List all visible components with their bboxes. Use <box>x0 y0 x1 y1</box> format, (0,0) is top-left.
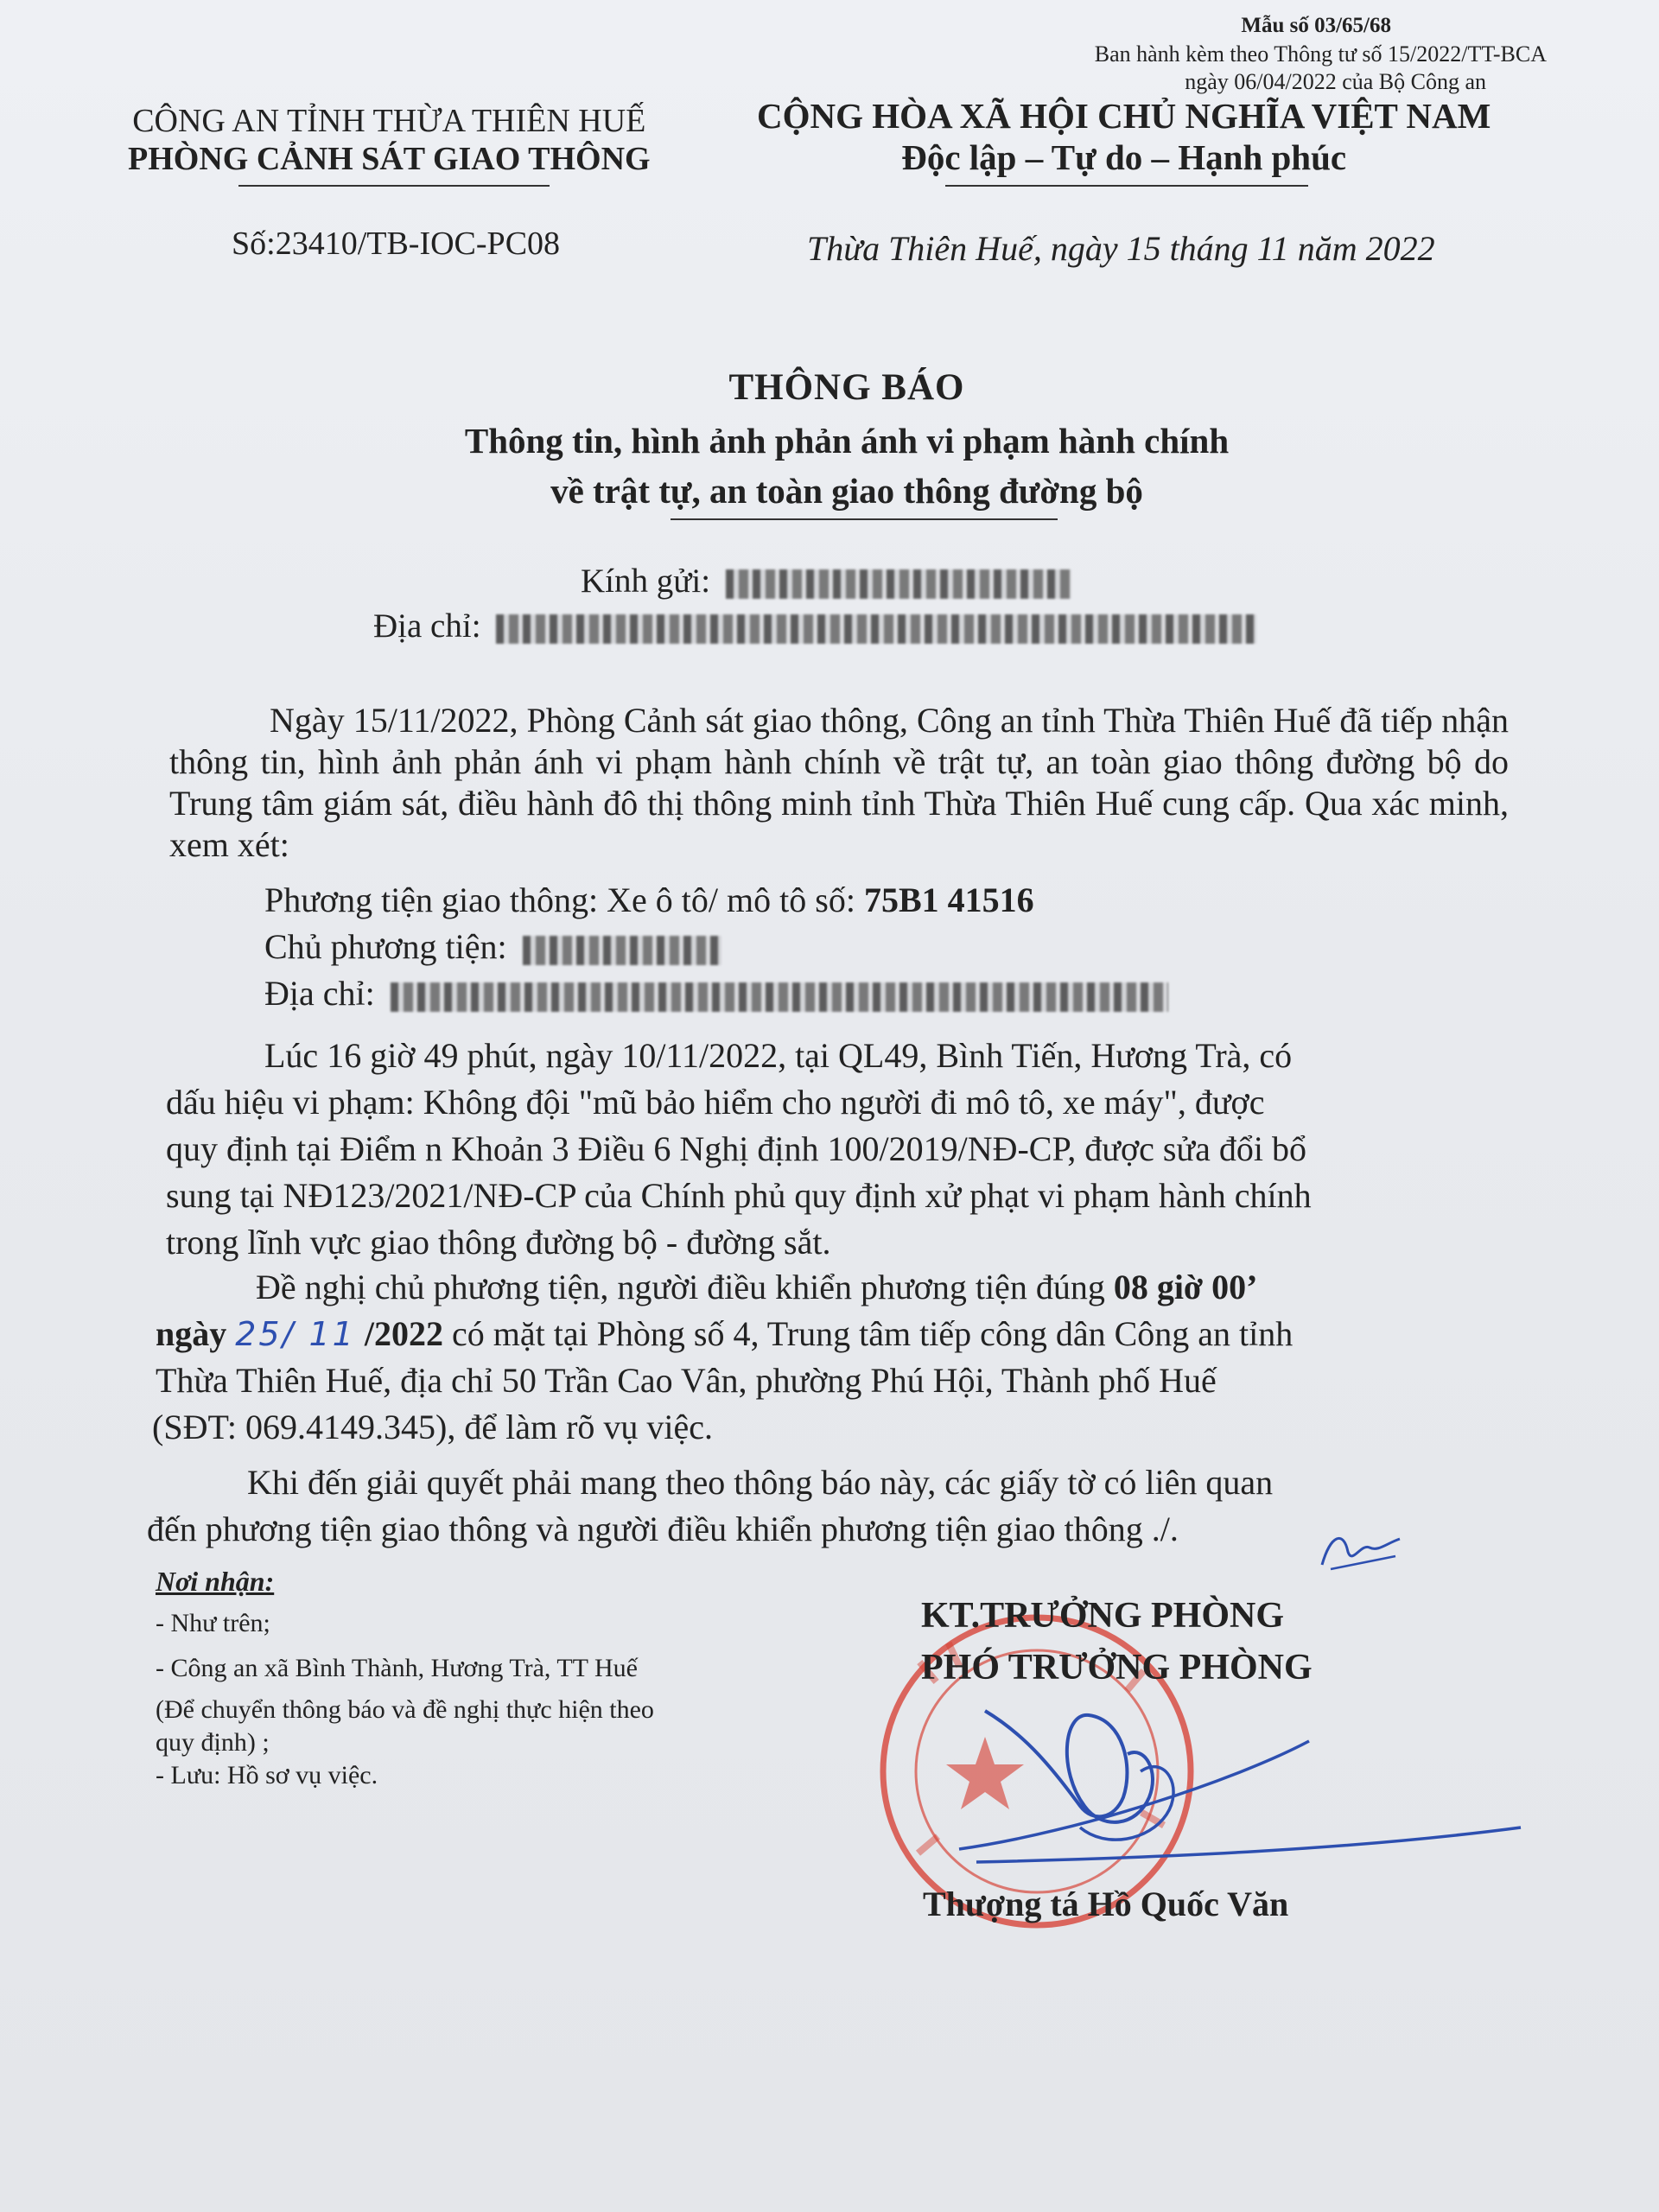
agency-line1: CÔNG AN TỈNH THỪA THIÊN HUẾ <box>132 103 646 139</box>
recipients-item: - Như trên; <box>156 1609 270 1637</box>
nation-underline <box>945 185 1308 187</box>
agency-header <box>128 102 651 178</box>
violation-line: Lúc 16 giờ 49 phút, ngày 10/11/2022, tại QL49, Bình Tiến, Hương Trà, có <box>264 1036 1293 1075</box>
nation-line1: CỘNG HÒA XÃ HỘI CHỦ NGHĨA VIỆT NAM <box>757 96 1491 136</box>
request-line-4: (SĐT: 069.4149.345), để làm rõ vụ việc. <box>152 1408 714 1446</box>
recipients-heading: Nơi nhận: <box>156 1566 275 1597</box>
recipient-to <box>581 562 1071 601</box>
request-text: Đề nghị chủ phương tiện, người điều khiển phương tiện đúng <box>256 1268 1114 1306</box>
agency-line2: PHÒNG CẢNH SÁT GIAO THÔNG <box>128 141 651 177</box>
body-intro: Ngày 15/11/2022, Phòng Cảnh sát giao thông, Công an tỉnh Thừa Thiên Huế đã tiếp nhận thông tin, hình ảnh phản ánh vi phạm hành chính về trật tự, an toàn giao thông đường bộ do Trung tâm giám sát, điều hành đô thị thông minh tỉnh Thừa Thiên Huế cung cấp. Qua xác minh, xem xét: <box>169 701 1509 864</box>
signer-name: Thượng tá Hồ Quốc Văn <box>923 1885 1289 1923</box>
recipients-item: quy định) ; <box>156 1728 270 1757</box>
document-number: Số:23410/TB-IOC-PC08 <box>232 226 561 262</box>
redacted-owner <box>523 936 721 965</box>
handwritten-signature <box>907 1676 1529 1875</box>
closing-line-2: đến phương tiện giao thông và người điều khiển phương tiện giao thông ./. <box>147 1510 1179 1548</box>
violation-line: dấu hiệu vi phạm: Không đội "mũ bảo hiểm cho người đi mô tô, xe máy", được <box>166 1083 1265 1122</box>
redacted-owner-address <box>391 982 1168 1012</box>
vehicle-plate: 75B1 41516 <box>863 880 1034 919</box>
request-line-3: Thừa Thiên Huế, địa chỉ 50 Trần Cao Vân, phường Phú Hội, Thành phố Huế <box>156 1361 1217 1400</box>
request-line-2 <box>156 1313 1293 1354</box>
request-day-label: ngày <box>156 1314 227 1353</box>
recipient-address <box>373 607 1256 645</box>
recipient-address-label: Địa chỉ: <box>373 607 481 645</box>
signature-title-1: KT.TRƯỞNG PHÒNG <box>921 1596 1284 1636</box>
redacted-address <box>496 614 1256 644</box>
vehicle-line <box>264 880 1034 920</box>
agency-underline <box>238 185 550 187</box>
request-time: 08 giờ 00’ <box>1113 1268 1258 1306</box>
owner-address-line <box>264 973 1168 1014</box>
recipients-item: - Công an xã Bình Thành, Hương Trà, TT Huế <box>156 1654 638 1682</box>
document-subtitle-2: về trật tự, an toàn giao thông đường bộ <box>550 471 1143 511</box>
redacted-name <box>726 569 1071 599</box>
document-subtitle-1: Thông tin, hình ảnh phản ánh vi phạm hành chính <box>464 421 1230 461</box>
recipient-to-label: Kính gửi: <box>581 563 711 600</box>
signature-title-2: PHÓ TRƯỞNG PHÒNG <box>921 1648 1313 1688</box>
form-number: Mẫu số 03/65/68 <box>1241 14 1391 37</box>
owner-label: Chủ phương tiện: <box>264 927 507 966</box>
handwritten-date: 25/ 11 <box>235 1315 356 1353</box>
form-issued-date: ngày 06/04/2022 của Bộ Công an <box>1185 69 1486 94</box>
violation-line: trong lĩnh vực giao thông đường bộ - đường sắt. <box>166 1223 831 1262</box>
violation-line: quy định tại Điểm n Khoản 3 Điều 6 Nghị định 100/2019/NĐ-CP, được sửa đổi bổ <box>166 1129 1306 1168</box>
form-issued-with: Ban hành kèm theo Thông tư số 15/2022/TT-BCA <box>1094 41 1547 67</box>
recipients-item: (Để chuyển thông báo và đề nghị thực hiện theo <box>156 1695 654 1724</box>
nation-header <box>757 95 1491 178</box>
title-rule <box>671 518 1058 520</box>
initial-mark <box>1313 1517 1408 1578</box>
request-line-1 <box>256 1267 1257 1307</box>
vehicle-label: Phương tiện giao thông: Xe ô tô/ mô tô số: <box>264 880 855 919</box>
request-year: /2022 <box>364 1314 443 1353</box>
nation-motto: Độc lập – Tự do – Hạnh phúc <box>901 137 1347 177</box>
document-title: THÔNG BÁO <box>728 367 965 408</box>
violation-line: sung tại NĐ123/2021/NĐ-CP của Chính phủ quy định xử phạt vi phạm hành chính <box>166 1176 1312 1215</box>
request-rest: có mặt tại Phòng số 4, Trung tâm tiếp công dân Công an tỉnh <box>442 1314 1294 1353</box>
owner-address-label: Địa chỉ: <box>264 974 375 1013</box>
closing-line-1: Khi đến giải quyết phải mang theo thông báo này, các giấy tờ có liên quan <box>247 1463 1274 1502</box>
owner-line <box>264 926 721 967</box>
recipients-item: - Lưu: Hồ sơ vụ việc. <box>156 1761 378 1789</box>
place-date: Thừa Thiên Huế, ngày 15 tháng 11 năm 2022 <box>807 229 1435 268</box>
